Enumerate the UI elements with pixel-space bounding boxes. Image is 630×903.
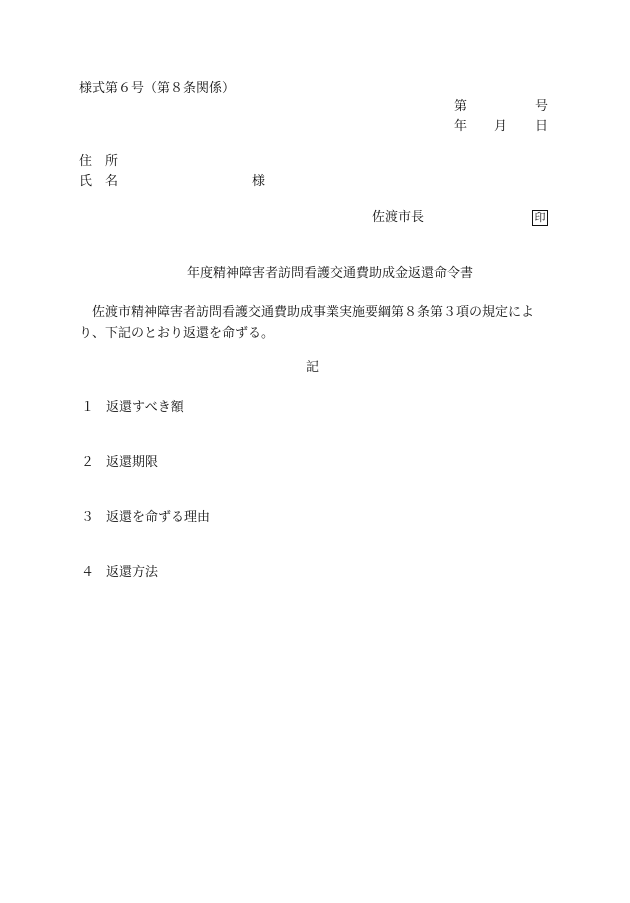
seal-mark: [532, 210, 548, 226]
date-day: 日: [535, 119, 549, 134]
number-prefix: 第: [454, 99, 468, 114]
date-month: 月: [494, 119, 508, 134]
number-suffix: 号: [535, 99, 549, 114]
date-year: 年: [454, 119, 468, 134]
honorific: 様: [252, 174, 266, 189]
list-item-2: [81, 456, 158, 469]
item-number: ４: [81, 565, 95, 580]
item-label: 返還期限: [106, 455, 159, 470]
list-item-3: [81, 511, 210, 524]
ki-label: 記: [306, 360, 320, 375]
name-label: 氏 名: [79, 174, 119, 189]
address-label: 住 所: [79, 154, 119, 169]
form-number: 様式第６号（第８条関係）: [79, 81, 236, 96]
list-item-4: [81, 566, 158, 579]
document-title: 年度精神障害者訪問看護交通費助成金返還命令書: [187, 266, 474, 281]
item-label: 返還方法: [106, 565, 159, 580]
item-label: 返還すべき額: [106, 400, 184, 415]
item-label: 返還を命ずる理由: [106, 510, 211, 525]
item-number: １: [81, 400, 95, 415]
list-item-1: [81, 401, 184, 414]
item-number: ３: [81, 510, 95, 525]
seal-text: 印: [532, 210, 548, 226]
item-number: ２: [81, 455, 95, 470]
issuer-name: 佐渡市長: [372, 210, 425, 225]
document-body: 佐渡市精神障害者訪問看護交通費助成事業実施要綱第８条第３項の規定により、下記のとおり返還を命ずる。: [79, 305, 535, 341]
